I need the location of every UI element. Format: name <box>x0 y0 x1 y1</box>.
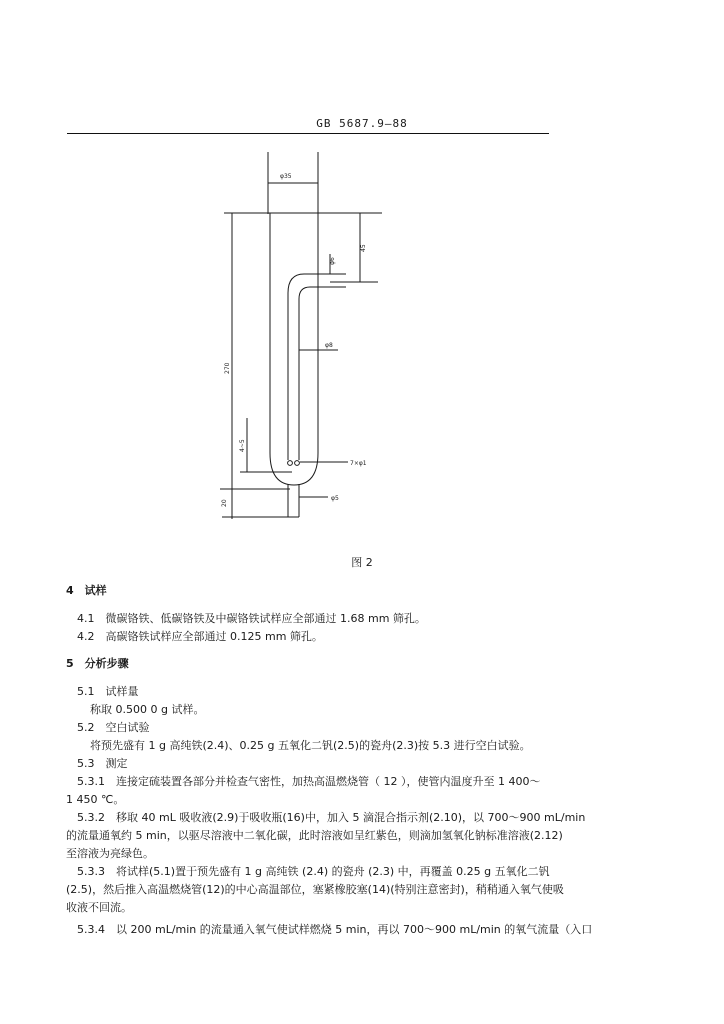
clause-5-1-title: 5.1 试样量 <box>77 685 139 698</box>
section-5-title: 5 分析步骤 <box>66 657 129 670</box>
clause-5-3-3-line3: 收液不回流。 <box>66 901 132 914</box>
label-holes: 7×φ1 <box>350 460 367 467</box>
standard-code: GB 5687.9—88 <box>316 117 408 130</box>
clause-5-3-3-line2: (2.5)，然后推入高温燃烧管(12)的中心高温部位，塞紧橡胶塞(14)(特别注意密封)，稍稍通入氧气使吸 <box>66 883 564 896</box>
clause-5-3-2-line3: 至溶液为亮绿色。 <box>66 847 154 860</box>
inner-tube-left-wall <box>288 274 346 460</box>
label-phi5: φ5 <box>331 495 339 502</box>
clause-5-3-title: 5.3 测定 <box>77 757 128 770</box>
clause-5-1-text: 称取 0.500 0 g 试样。 <box>90 703 205 716</box>
section-4-title: 4 试样 <box>66 584 107 597</box>
clause-5-3-1-line1: 5.3.1 连接定硫装置各部分并检查气密性，加热高温燃烧管（ 12 ），使管内温度升至 1 400～ <box>77 775 541 788</box>
label-270: 270 <box>224 362 231 374</box>
clause-5-2-title: 5.2 空白试验 <box>77 721 150 734</box>
inner-tube-right-wall <box>299 287 346 460</box>
label-phi6: φ6 <box>329 257 336 265</box>
clause-4-2: 4.2 高碳铬铁试样应全部通过 0.125 mm 筛孔。 <box>77 630 323 643</box>
label-45: 45 <box>360 244 367 252</box>
clause-5-3-2-line2: 的流量通氧约 5 min，以驱尽溶液中二氧化碳，此时溶液如呈红紫色，则滴加氢氧化钠标准溶液(2.12) <box>66 829 563 842</box>
label-phi8: φ8 <box>325 342 333 349</box>
clause-5-3-2-line1: 5.3.2 移取 40 mL 吸收液(2.9)于吸收瓶(16)中，加入 5 滴混合指示剂(2.10)，以 700～900 mL/min <box>77 811 586 824</box>
outer-bottom <box>270 453 318 485</box>
clause-4-1: 4.1 微碳铬铁、低碳铬铁及中碳铬铁试样应全部通过 1.68 mm 筛孔。 <box>77 612 426 625</box>
hole-2 <box>295 461 300 466</box>
clause-5-2-text: 将预先盛有 1 g 高纯铁(2.4)、0.25 g 五氧化二钒(2.5)的瓷舟(2.3)按 5.3 进行空白试验。 <box>90 739 531 752</box>
clause-5-3-1-line2: 1 450 ℃。 <box>66 793 125 806</box>
clause-5-3-3-line1: 5.3.3 将试样(5.1)置于预先盛有 1 g 高纯铁 (2.4) 的瓷舟 (2.3) 中，再覆盖 0.25 g 五氧化二钒 <box>77 865 550 878</box>
clause-5-3-4-line1: 5.3.4 以 200 mL/min 的流量通入氧气使试样燃烧 5 min，再以 700～900 mL/min 的氧气流量（入口 <box>77 923 593 936</box>
hole-1 <box>288 461 293 466</box>
figure-caption: 图 2 <box>351 556 373 569</box>
label-4-5: 4~5 <box>239 439 246 452</box>
label-top-diameter: φ35 <box>280 173 292 180</box>
label-20: 20 <box>221 499 228 507</box>
